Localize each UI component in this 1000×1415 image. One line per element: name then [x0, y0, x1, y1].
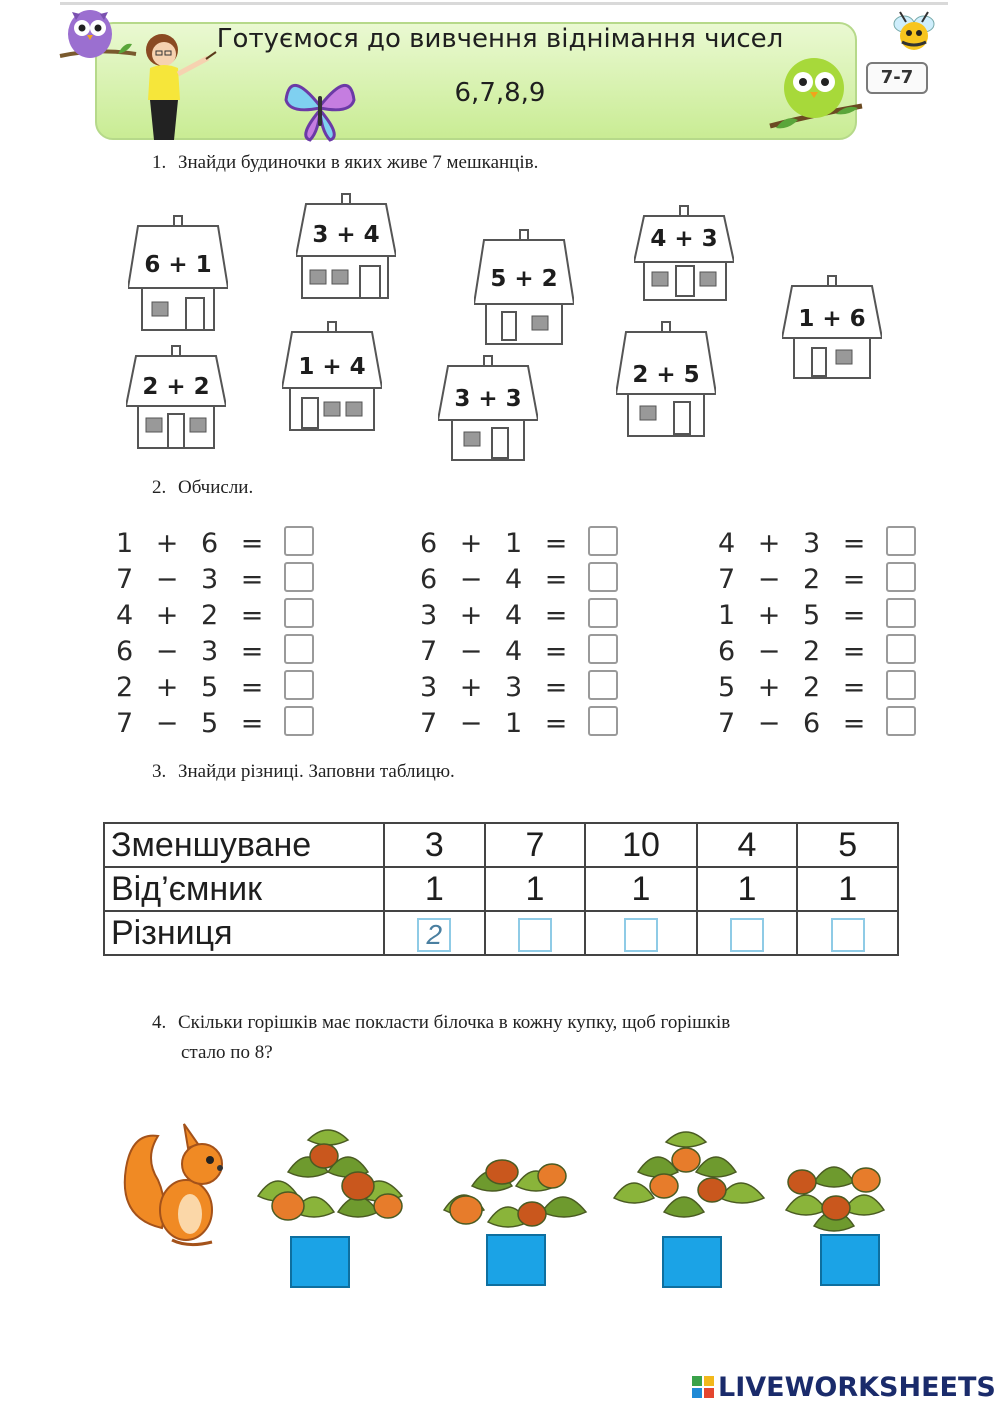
equation-row [116, 562, 314, 598]
answer-box[interactable] [284, 562, 314, 592]
answer-box[interactable] [588, 670, 618, 700]
equation-text: 6 + 1 = [420, 528, 575, 559]
house[interactable] [282, 320, 382, 440]
answer-input[interactable]: 2 [417, 918, 451, 952]
table-cell: 3 [384, 823, 485, 867]
table-cell: 10 [585, 823, 696, 867]
bee-icon [884, 8, 944, 68]
equation-row [116, 634, 314, 670]
nut-pile-icon [784, 1152, 890, 1242]
equation-text: 7 − 5 = [116, 708, 271, 739]
answer-box[interactable] [886, 562, 916, 592]
equation-text: 7 − 2 = [718, 564, 873, 595]
row-header: Від’ємник [104, 867, 384, 911]
answer-box[interactable] [588, 562, 618, 592]
equation-text: 3 + 3 = [420, 672, 575, 703]
task-text: Знайди будиночки в яких живе 7 мешканців. [178, 152, 539, 173]
house[interactable] [616, 320, 716, 440]
brand-footer[interactable] [692, 1372, 996, 1403]
table-cell [797, 911, 898, 955]
equation-text: 6 − 4 = [420, 564, 575, 595]
task-2-heading [152, 477, 253, 499]
purple-owl-icon [58, 4, 138, 68]
house-label: 6 + 1 [144, 252, 212, 278]
answer-drop-box[interactable] [290, 1236, 350, 1288]
equation-row [718, 562, 916, 598]
task-number: 1. [152, 152, 167, 173]
house-label: 3 + 4 [312, 222, 380, 248]
task-text: Знайди різниці. Заповни таблицю. [178, 761, 455, 782]
equation-row [718, 670, 916, 706]
answer-box[interactable] [886, 526, 916, 556]
house[interactable] [438, 354, 538, 474]
table-row [104, 867, 898, 911]
task-number: 4. [152, 1012, 167, 1033]
answer-box[interactable] [886, 706, 916, 736]
equation-row [420, 526, 618, 562]
row-header: Зменшуване [104, 823, 384, 867]
table-cell [384, 911, 485, 955]
table-cell [485, 911, 586, 955]
equation-text: 3 + 4 = [420, 600, 575, 631]
table-cell: 1 [697, 867, 798, 911]
equation-column-1 [116, 526, 314, 742]
green-owl-icon [766, 44, 866, 142]
answer-box[interactable] [588, 598, 618, 628]
equation-row [420, 634, 618, 670]
equation-text: 7 − 1 = [420, 708, 575, 739]
brand-name: LIVEWORKSHEETS [718, 1372, 996, 1403]
equation-text: 4 + 3 = [718, 528, 873, 559]
table-row [104, 911, 898, 955]
table-cell: 7 [485, 823, 586, 867]
task-number: 3. [152, 761, 167, 782]
answer-box[interactable] [284, 670, 314, 700]
liveworksheets-logo-icon [692, 1376, 714, 1398]
house[interactable] [634, 204, 734, 324]
equation-row [718, 706, 916, 742]
table-row [104, 823, 898, 867]
house-label: 4 + 3 [650, 226, 718, 252]
equation-column-3 [718, 526, 916, 742]
equation-text: 7 − 4 = [420, 636, 575, 667]
equation-row [420, 562, 618, 598]
equation-row [116, 706, 314, 742]
equation-text: 1 + 5 = [718, 600, 873, 631]
answer-box[interactable] [284, 526, 314, 556]
equation-row [420, 706, 618, 742]
equation-column-2 [420, 526, 618, 742]
banner-title: Готуємося до вивчення віднімання чисел [216, 24, 784, 54]
top-rule [60, 2, 948, 5]
difference-table [103, 822, 899, 956]
answer-input[interactable] [518, 918, 552, 952]
equation-text: 2 + 5 = [116, 672, 271, 703]
nut-pile-icon [604, 1126, 774, 1236]
house-label: 5 + 2 [490, 266, 558, 292]
squirrel-icon [122, 1118, 228, 1250]
table-cell: 1 [797, 867, 898, 911]
table-cell [585, 911, 696, 955]
equation-row [420, 598, 618, 634]
equation-text: 6 − 2 = [718, 636, 873, 667]
equation-row [718, 526, 916, 562]
answer-box[interactable] [886, 634, 916, 664]
answer-box[interactable] [588, 526, 618, 556]
answer-input[interactable] [831, 918, 865, 952]
equation-text: 5 + 2 = [718, 672, 873, 703]
task-text: Скільки горішків має покласти білочка в кожну купку, щоб горішків [178, 1012, 731, 1033]
house[interactable] [782, 274, 882, 394]
answer-box[interactable] [588, 634, 618, 664]
equation-text: 1 + 6 = [116, 528, 271, 559]
table-cell: 1 [485, 867, 586, 911]
table-cell: 4 [697, 823, 798, 867]
table-cell: 1 [384, 867, 485, 911]
equation-text: 6 − 3 = [116, 636, 271, 667]
equation-row [718, 598, 916, 634]
equation-text: 7 − 3 = [116, 564, 271, 595]
task-1-heading [152, 152, 538, 174]
equation-row [116, 526, 314, 562]
answer-box[interactable] [886, 670, 916, 700]
task-text: Обчисли. [178, 477, 254, 498]
task-number: 2. [152, 477, 167, 498]
nut-pile-icon [248, 1126, 418, 1236]
nut-pile-icon [442, 1150, 588, 1240]
table-cell [697, 911, 798, 955]
house[interactable] [474, 228, 574, 348]
answer-box[interactable] [284, 634, 314, 664]
answer-box[interactable] [284, 706, 314, 736]
house-label: 1 + 6 [798, 306, 866, 332]
equation-row [420, 670, 618, 706]
answer-drop-box[interactable] [820, 1234, 880, 1286]
answer-drop-box[interactable] [662, 1236, 722, 1288]
task-4-heading [152, 1012, 730, 1034]
house[interactable] [126, 344, 226, 464]
equation-text: 7 − 6 = [718, 708, 873, 739]
answer-box[interactable] [284, 598, 314, 628]
house-label: 3 + 3 [454, 386, 522, 412]
answer-input[interactable] [730, 918, 764, 952]
task-3-heading [152, 761, 455, 783]
answer-box[interactable] [588, 706, 618, 736]
house-label: 1 + 4 [298, 354, 366, 380]
answer-box[interactable] [886, 598, 916, 628]
table-cell: 1 [585, 867, 696, 911]
equation-row [718, 634, 916, 670]
answer-input[interactable] [624, 918, 658, 952]
banner-subtitle: 6,7,8,9 [454, 78, 546, 108]
equation-row [116, 670, 314, 706]
answer-drop-box[interactable] [486, 1234, 546, 1286]
house[interactable] [296, 192, 396, 312]
house[interactable] [128, 214, 228, 334]
house-label: 2 + 2 [142, 374, 210, 400]
table-cell: 5 [797, 823, 898, 867]
house-label: 2 + 5 [632, 362, 700, 388]
page-badge: 7-7 [866, 62, 928, 94]
equation-row [116, 598, 314, 634]
equation-text: 4 + 2 = [116, 600, 271, 631]
task-4-heading-continued: стало по 8? [181, 1042, 273, 1063]
row-header: Різниця [104, 911, 384, 955]
